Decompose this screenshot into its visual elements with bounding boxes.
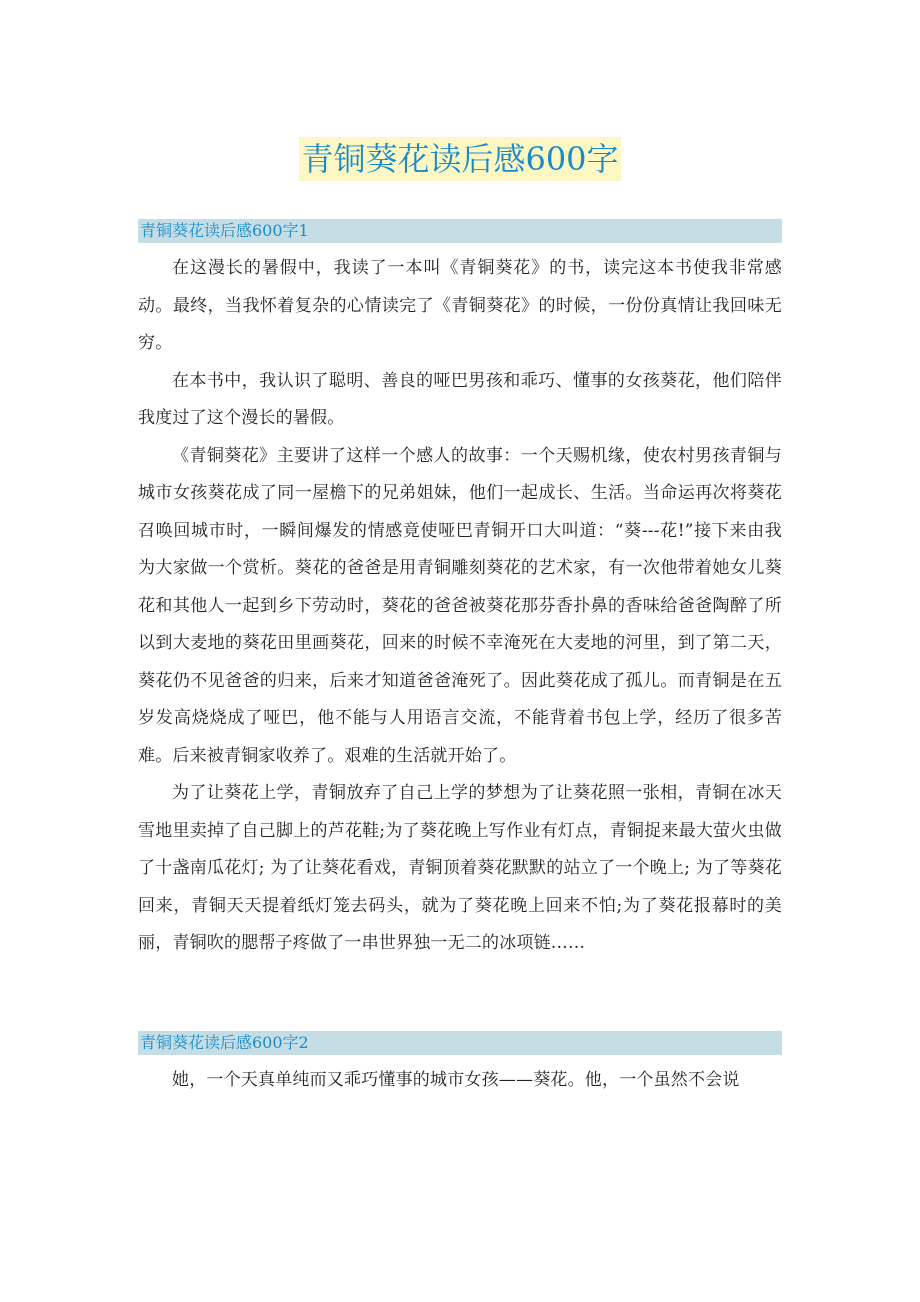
section-body-1 <box>138 250 782 963</box>
paragraph: 在本书中，我认识了聪明、善良的哑巴男孩和乖巧、懂事的女孩葵花，他们陪伴我度过了这个漫长的暑假。 <box>138 370 782 428</box>
section-body-2 <box>138 1062 782 1100</box>
section-heading-1: 青铜葵花读后感600字1 <box>138 219 782 243</box>
title-container <box>138 137 782 181</box>
section-heading-2: 青铜葵花读后感600字2 <box>138 1031 782 1055</box>
paragraph: 为了让葵花上学，青铜放弃了自己上学的梦想为了让葵花照一张相，青铜在冰天雪地里卖掉了自己脚上的芦花鞋;为了葵花晚上写作业有灯点，青铜捉来最大萤火虫做了十盏南瓜花灯; 为了让葵花看戏，青铜顶着葵花默默的站立了一个晚上; 为了等葵花回来，青铜天天提着纸灯笼去码头，就为了葵花晚上回来不怕;为了葵花报幕时的美丽，青铜吹的腮帮子疼做了一串世界独一无二的冰项链…… <box>138 783 782 953</box>
paragraph: 《青铜葵花》主要讲了这样一个感人的故事：一个天赐机缘，使农村男孩青铜与城市女孩葵花成了同一屋檐下的兄弟姐妹，他们一起成长、生活。当命运再次将葵花召唤回城市时，一瞬间爆发的情感竟使哑巴青铜开口大叫道：“葵---花!”接下来由我为大家做一个赏析。葵花的爸爸是用青铜雕刻葵花的艺术家，有一次他带着她女儿葵花和其他人一起到乡下劳动时，葵花的爸爸被葵花那芬香扑鼻的香味给爸爸陶醉了所以到大麦地的葵花田里画葵花，回来的时候不幸淹死在大麦地的河里，到了第二天，葵花仍不见爸爸的归来，后来才知道爸爸淹死了。因此葵花成了孤儿。而青铜是在五岁发高烧烧成了哑巴，他不能与人用语言交流，不能背着书包上学，经历了很多苦难。后来被青铜家收养了。艰难的生活就开始了。 <box>138 445 782 766</box>
document-page <box>138 0 782 1099</box>
paragraph: 在这漫长的暑假中，我读了一本叫《青铜葵花》的书，读完这本书使我非常感动。最终，当我怀着复杂的心情读完了《青铜葵花》的时候，一份份真情让我回味无穷。 <box>138 258 782 353</box>
document-title: 青铜葵花读后感600字 <box>299 137 620 181</box>
paragraph: 她，一个天真单纯而又乖巧懂事的城市女孩——葵花。他，一个虽然不会说 <box>172 1069 740 1090</box>
